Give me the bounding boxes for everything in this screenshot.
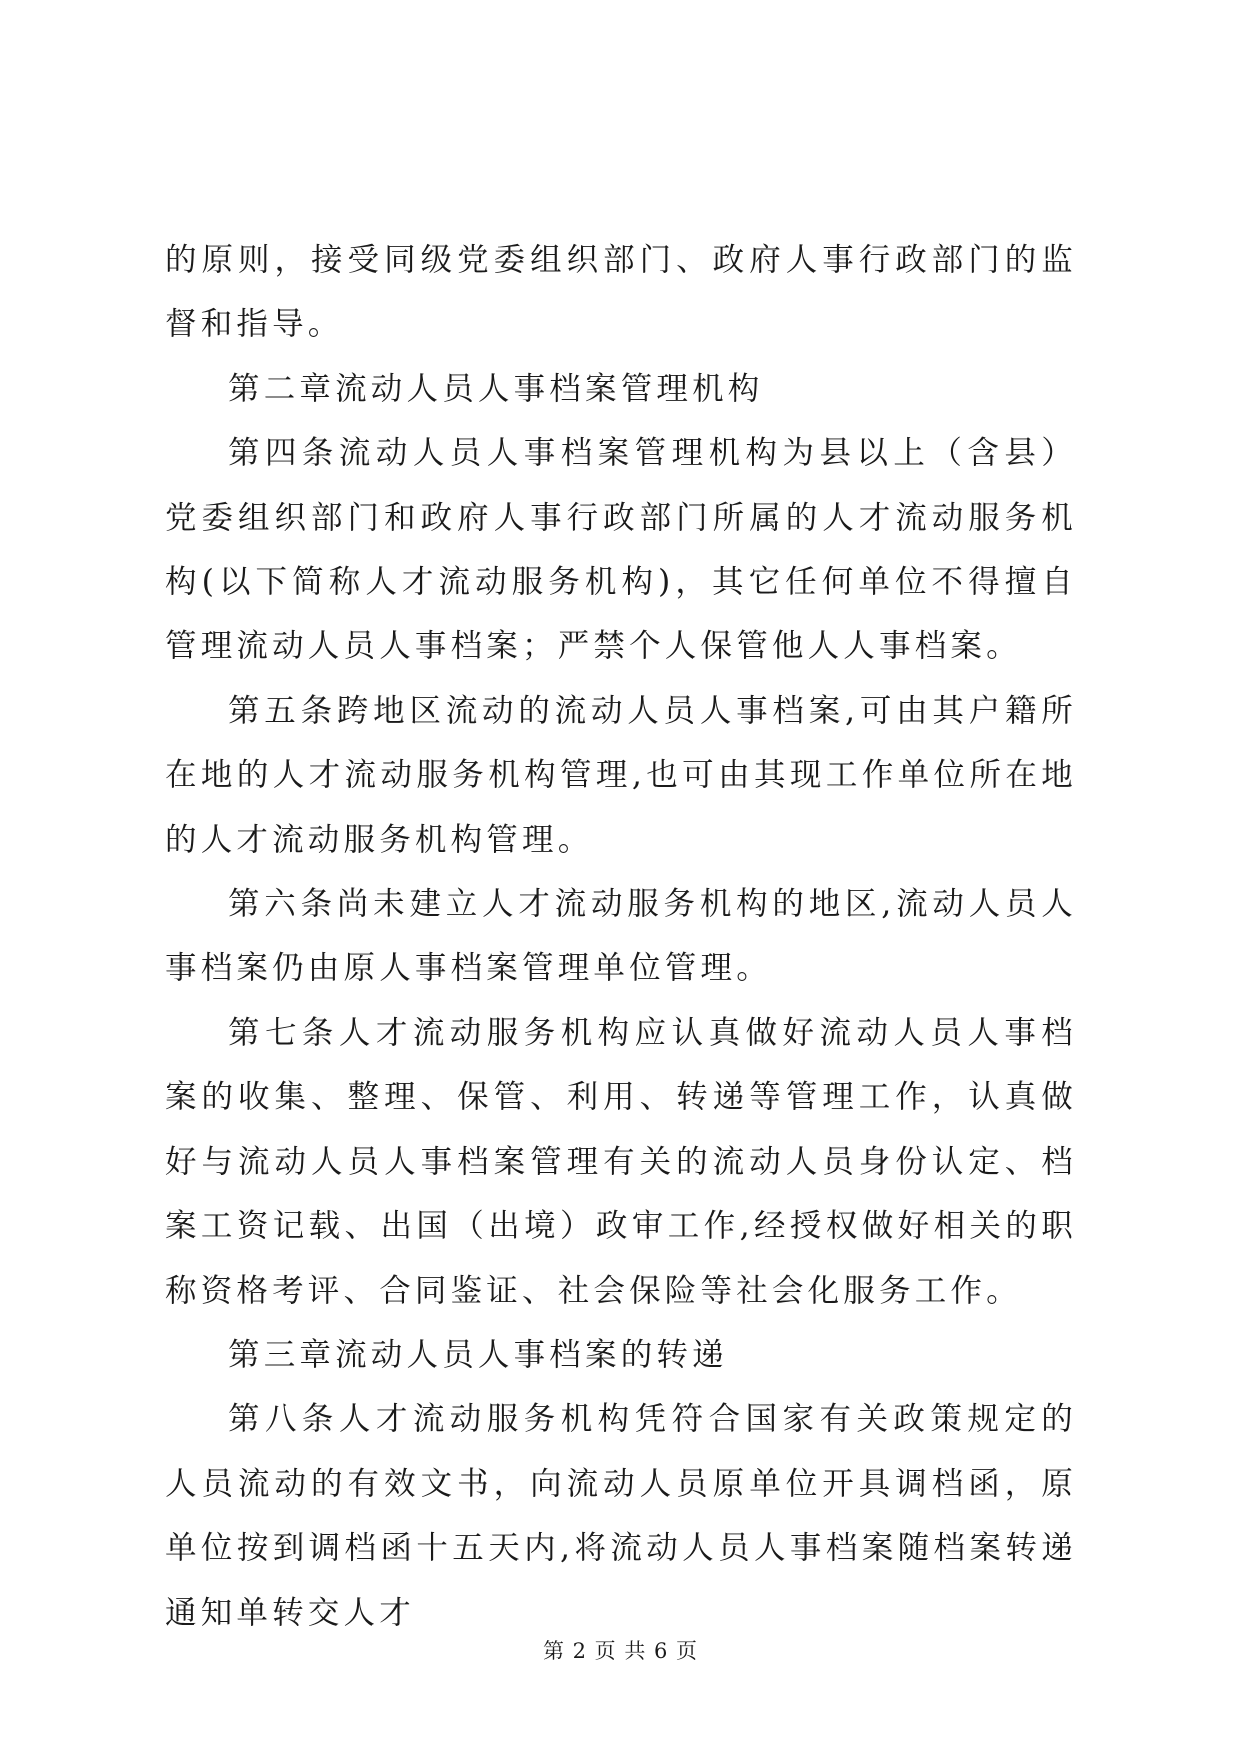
- chapter-heading-2: 第二章流动人员人事档案管理机构: [228, 370, 764, 407]
- page-number-footer: 第 2 页 共 6 页: [542, 1639, 699, 1663]
- chapter-heading-3: 第三章流动人员人事档案的转递: [228, 1336, 728, 1373]
- paragraph-continuation: 的原则，接受同级党委组织部门、政府人事行政部门的监督和指导。: [165, 242, 1077, 343]
- article-6: 第六条尚未建立人才流动服务机构的地区,流动人员人事档案仍由原人事档案管理单位管理。: [165, 886, 1077, 987]
- article-5: 第五条跨地区流动的流动人员人事档案,可由其户籍所在地的人才流动服务机构管理,也可由其现工作单位所在地的人才流动服务机构管理。: [165, 692, 1077, 858]
- article-7: 第七条人才流动服务机构应认真做好流动人员人事档案的收集、整理、保管、利用、转递等管理工作，认真做好与流动人员人事档案管理有关的流动人员身份认定、档案工资记载、出国（出境）政审工作,经授权做好相关的职称资格考评、合同鉴证、社会保险等社会化服务工作。: [165, 1014, 1077, 1309]
- document-body: [165, 228, 1077, 1645]
- article-4: 第四条流动人员人事档案管理机构为县以上（含县）党委组织部门和政府人事行政部门所属的人才流动服务机构(以下简称人才流动服务机构)，其它任何单位不得擅自管理流动人员人事档案；严禁个人保管他人人事档案。: [165, 435, 1077, 665]
- article-8: 第八条人才流动服务机构凭符合国家有关政策规定的人员流动的有效文书，向流动人员原单位开具调档函，原单位按到调档函十五天内,将流动人员人事档案随档案转递通知单转交人才: [165, 1401, 1077, 1631]
